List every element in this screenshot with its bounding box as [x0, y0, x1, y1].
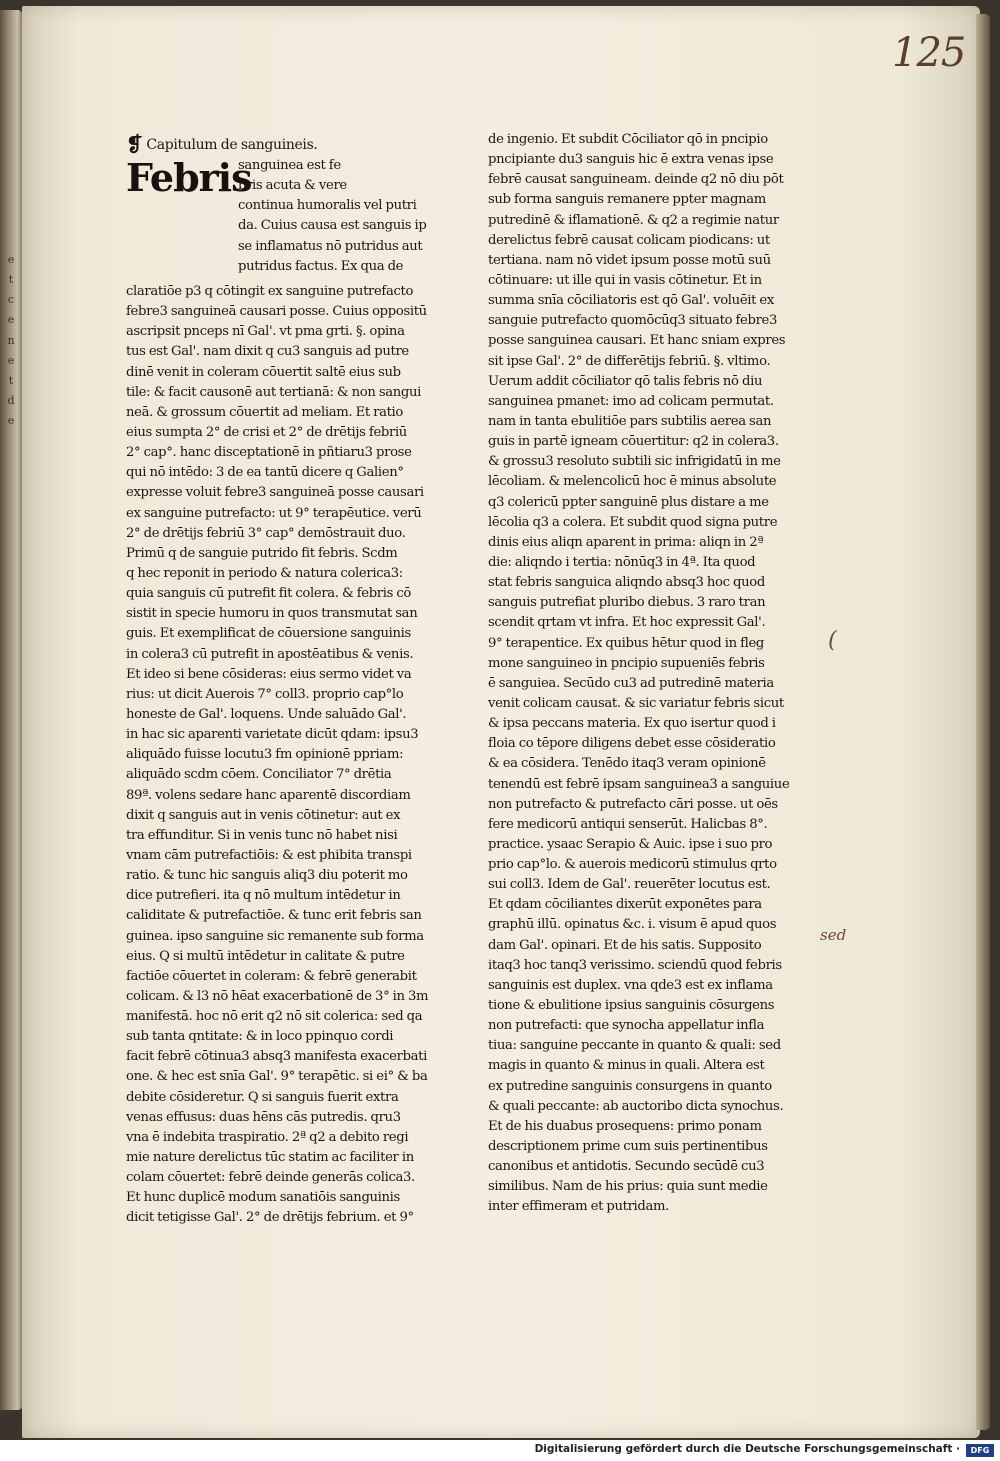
text-line: q hec reponit in periodo & natura colerica3: [126, 565, 403, 581]
text-line: dixit q sanguis aut in venis cōtinetur: aut ex [126, 807, 401, 823]
initial-word: Febris [126, 155, 252, 200]
text-line: dice putrefieri. ita q nō multum intēdetur in [126, 888, 401, 904]
text-line: lēcoliam. & melencolicū hoc ē minus absolute [488, 474, 777, 490]
text-line: one. & hec est snīa Gal'. 9° terapētic. si ei° & ba [126, 1069, 428, 1085]
text-line: sanguis putrefiat pluribo diebus. 3 raro tran [488, 595, 766, 611]
text-line: continua humoralis vel putri [238, 198, 417, 214]
right-column-lines [488, 130, 826, 1218]
text-line: ē sanguiea. Secūdo cu3 ad putredinē materia [488, 675, 774, 691]
chapter-heading-text: Capitulum de sanguineis. [146, 137, 318, 153]
text-line: Primū q de sanguie putrido fit febris. Scdm [126, 545, 398, 561]
left-column-lines [126, 282, 464, 1229]
text-line: sanguinea pmanet: imo ad colicam permutat. [488, 393, 774, 409]
text-line: non putrefacti: que synocha appellatur infla [488, 1018, 765, 1034]
text-line: se inflamatus nō putridus aut [238, 238, 423, 254]
text-line: Et hunc duplicē modum sanatiōis sanguinis [126, 1190, 400, 1206]
text-line: Et qdam cōciliantes dixerūt exponētes para [488, 897, 762, 913]
text-line: vnam cām putrefactiōis: & est phibita transpi [126, 847, 412, 863]
text-line: cōtinuare: ut ille qui in vasis cōtinetur. Et in [488, 272, 762, 288]
text-line: dicit tetigisse Gal'. 2° de drētijs febrium. et 9° [126, 1210, 414, 1226]
text-line: caliditate & putrefactiōe. & tunc erit febris san [126, 908, 422, 924]
prev-mark: t [8, 373, 14, 387]
text-line: guinea. ipso sanguine sic remanente sub forma [126, 928, 424, 944]
text-line: sub forma sanguis remanere ppter magnam [488, 192, 766, 208]
text-line: sanguie putrefacto quomōcūq3 situato febre3 [488, 313, 778, 329]
text-line: qui nō intēdo: 3 de ea tantū dicere q Galien° [126, 465, 404, 481]
previous-page-edge [0, 10, 22, 1410]
text-line: dinē venit in coleram cōuertit saltē eius sub [126, 364, 401, 380]
text-line: inter effimeram et putridam. [488, 1199, 670, 1215]
prev-mark: t [8, 273, 14, 287]
margin-bracket: ( [828, 628, 837, 653]
initial-lines [238, 156, 464, 277]
text-line: sanguinis est duplex. vna qde3 est ex inflama [488, 977, 773, 993]
text-line: posse sanguinea causari. Et hanc sniam expres [488, 333, 786, 349]
text-line: colicam. & l3 nō hēat exacerbationē de 3° in 3m [126, 988, 429, 1004]
text-line: febrē causat sanguineam. deinde q2 nō diu pōt [488, 172, 784, 188]
text-line: venas effusus: duas hēns cās putredis. qru3 [126, 1109, 401, 1125]
left-text-column [126, 134, 464, 1229]
text-line: fere medicorū antiqui senserūt. Halicbas 8°. [488, 816, 768, 832]
text-line: sanguinea est fe [238, 158, 341, 173]
text-line: graphū illū. opinatus &c. i. visum ē apud quos [488, 917, 777, 933]
margin-note: sed [820, 926, 847, 944]
text-line: guis in partē igneam cōuertitur: q2 in colera3. [488, 434, 779, 450]
text-line: bris acuta & vere [238, 178, 347, 194]
text-line: non putrefacto & putrefacto cāri posse. ut oēs [488, 796, 778, 812]
text-line: 2° cap°. hanc disceptationē in pñtiaru3 prose [126, 445, 412, 461]
previous-page-marks [2, 250, 20, 431]
prev-mark: e [7, 313, 15, 327]
footer-credit: Digitalisierung gefördert durch die Deutsche Forschungsgemeinschaft · [534, 1443, 960, 1455]
text-line: 89ª. volens sedare hanc aparentē discordiam [126, 787, 411, 803]
text-line: die: aliqndo i tertia: nōnūq3 in 4ª. Ita quod [488, 554, 756, 570]
text-line: Et de his duabus prosequens: primo ponam [488, 1118, 762, 1134]
text-line: neā. & grossum cōuertit ad meliam. Et ratio [126, 404, 404, 420]
text-line: putridus factus. Ex qua de [238, 258, 404, 274]
text-line: sistit in specie humoru in quos transmutat san [126, 606, 418, 622]
text-line: vna ē indebita traspiratio. 2ª q2 a debito regi [126, 1129, 409, 1145]
text-line: summa snīa cōciliatoris est qō Gal'. voluēit ex [488, 293, 774, 309]
text-line: & ea cōsidera. Tenēdo itaq3 veram opinionē [488, 756, 766, 772]
text-line: practice. ysaac Serapio & Auic. ipse i suo pro [488, 836, 773, 852]
text-line: nam in tanta ebulitiōe pars subtilis aerea san [488, 413, 772, 429]
prev-mark: n [7, 333, 15, 347]
prev-mark: e [7, 353, 15, 367]
text-line: derelictus febrē causat colicam piodicans: ut [488, 232, 770, 248]
text-line: honeste de Gal'. loquens. Unde saluādo Gal'. [126, 706, 407, 722]
text-line: febre3 sanguineā causari posse. Cuius oppositū [126, 304, 427, 320]
text-line: venit colicam causat. & sic variatur febris sicut [488, 695, 784, 711]
text-line: & quali peccante: ab auctoribo dicta synochus. [488, 1098, 784, 1114]
text-line: putredinē & iflamationē. & q2 a regimie natur [488, 212, 779, 228]
initial-block [126, 156, 464, 282]
text-line: descriptionem prime cum suis pertinentibus [488, 1139, 768, 1155]
text-line: in colera3 cū putrefit in apostēatibus & venis. [126, 646, 414, 662]
text-line: aliquādo fuisse locutu3 fm opinionē ppriam: [126, 747, 404, 763]
text-line: scendit qrtam vt infra. Et hoc expressit Gal'. [488, 615, 766, 631]
text-line: tione & ebulitione ipsius sanguinis cōsurgens [488, 998, 775, 1014]
text-line: ratio. & tunc hic sanguis aliq3 diu poterit mo [126, 868, 408, 884]
text-line: & grossu3 resoluto subtili sic infrigidatū in me [488, 454, 781, 470]
text-line: rius: ut dicit Auerois 7° coll3. proprio cap°lo [126, 686, 404, 702]
text-line: mone sanguineo in pncipio supueniēs febris [488, 655, 765, 671]
text-line: tenendū est febrē ipsam sanguinea3 a sanguiue [488, 776, 790, 792]
text-line: guis. Et exemplificat de cōuersione sanguinis [126, 626, 411, 642]
text-line: 9° terapentice. Ex quibus hētur quod in fleg [488, 635, 765, 651]
prev-mark: e [7, 414, 15, 428]
text-line: debite cōsideretur. Q si sanguis fuerit extra [126, 1089, 399, 1105]
text-line: mie nature derelictus tūc statim ac faciliter in [126, 1150, 414, 1166]
text-line: claratiōe p3 q cōtingit ex sanguine putrefacto [126, 284, 414, 299]
text-line: in hac sic aparenti varietate dicūt qdam: ipsu3 [126, 727, 419, 743]
text-line: quia sanguis cū putrefit fit colera. & febris cō [126, 586, 411, 602]
text-line: tertiana. nam nō videt ipsum posse motū suū [488, 252, 771, 268]
text-line: similibus. Nam de his prius: quia sunt medie [488, 1179, 768, 1195]
text-line: itaq3 hoc tanq3 verissimo. sciendū quod febris [488, 957, 782, 973]
prev-mark: d [7, 393, 15, 407]
text-line: floia co tēpore diligens debet esse cōsideratio [488, 736, 776, 752]
text-line: de ingenio. Et subdit Cōciliator qō in pncipio [488, 132, 768, 147]
text-line: Uerum addit cōciliator qō talis febris nō diu [488, 373, 763, 389]
text-line: sit ipse Gal'. 2° de differētijs febriū. §. vltimo. [488, 353, 771, 369]
text-line: Et ideo si bene cōsideras: eius sermo videt va [126, 666, 412, 682]
pilcrow-icon: ❡ [126, 132, 143, 156]
text-line: colam cōuertet: febrē deinde generās colica3. [126, 1170, 415, 1186]
page-fore-edge [976, 14, 990, 1430]
text-line: facit febrē cōtinua3 absq3 manifesta exacerbati [126, 1049, 427, 1065]
prev-mark: c [7, 293, 15, 307]
text-line: & ipsa peccans materia. Ex quo isertur quod i [488, 716, 776, 732]
text-line: canonibus et antidotis. Secundo secūdē cu3 [488, 1159, 765, 1175]
dfg-logo: DFG [966, 1444, 994, 1457]
text-line: expresse voluit febre3 sanguineā posse causari [126, 485, 424, 501]
text-line: ex sanguine putrefacto: ut 9° terapēutice. verū [126, 505, 422, 521]
prev-mark: e [7, 253, 15, 266]
text-line: pncipiante du3 sanguis hic ē extra venas ipse [488, 152, 774, 168]
right-text-column [488, 130, 826, 1218]
text-line: factiōe cōuertet in coleram: & febrē generabit [126, 968, 417, 984]
footer-bar [0, 1440, 1000, 1461]
text-line: sui coll3. Idem de Gal'. reuerēter locutus est. [488, 877, 771, 893]
text-line: dinis eius aliqn aparent in prima: aliqn in 2ª [488, 534, 764, 550]
text-line: q3 colericū ppter sanguinē plus distare a me [488, 494, 769, 510]
text-line: dam Gal'. opinari. Et de his satis. Supposito [488, 937, 762, 953]
text-line: aliquādo scdm cōem. Conciliator 7° drētia [126, 767, 392, 783]
text-line: ascripsit pnceps nī Gal'. vt pma grti. §. opina [126, 324, 405, 340]
text-line: ex putredine sanguinis consurgens in quanto [488, 1078, 772, 1094]
text-line: lēcolia q3 a colera. Et subdit quod signa putre [488, 514, 778, 530]
folio-number: 125 [892, 30, 966, 76]
text-line: manifestā. hoc nō erit q2 nō sit colerica: sed qa [126, 1009, 423, 1025]
text-line: tra effunditur. Si in venis tunc nō habet nisi [126, 827, 398, 843]
text-line: magis in quanto & minus in quali. Altera est [488, 1058, 765, 1074]
chapter-heading [126, 134, 464, 156]
text-line: 2° de drētijs febriū 3° cap° demōstrauit duo. [126, 525, 406, 541]
text-line: eius. Q si multū intēdetur in calitate & putre [126, 948, 405, 964]
text-line: eius sumpta 2° de crisi et 2° de drētijs febriū [126, 424, 407, 440]
text-line: stat febris sanguica aliqndo absq3 hoc quod [488, 575, 765, 591]
text-line: tiua: sanguine peccante in quanto & quali: sed [488, 1038, 781, 1054]
text-line: tile: & facit causonē aut tertianā: & non sangui [126, 384, 422, 400]
text-line: da. Cuius causa est sanguis ip [238, 218, 427, 234]
text-line: prio cap°lo. & auerois medicorū stimulus qrto [488, 857, 777, 873]
text-line: sub tanta qntitate: & in loco ppinquo cordi [126, 1029, 394, 1045]
text-line: tus est Gal'. nam dixit q cu3 sanguis ad putre [126, 344, 409, 360]
